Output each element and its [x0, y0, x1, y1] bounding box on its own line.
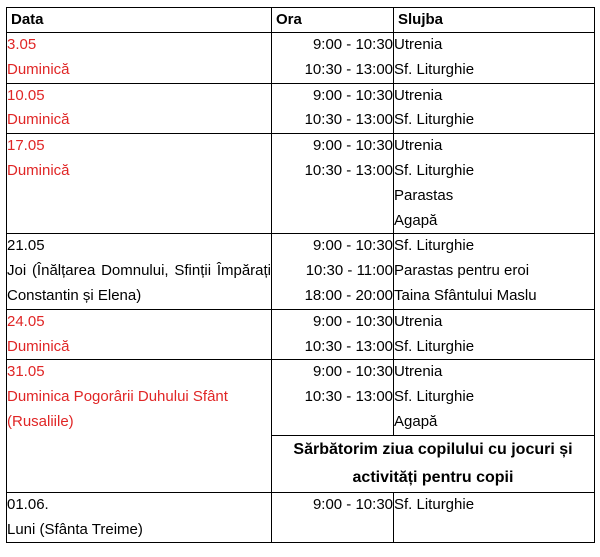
header-slujba: Slujba — [394, 8, 595, 33]
service-text: Sf. Liturghie — [394, 388, 475, 406]
date-cell — [7, 83, 272, 134]
service-text: Agapă — [394, 412, 438, 430]
header-ora: Ora — [272, 8, 394, 33]
time-text: 9:00 - 10:30 — [312, 495, 393, 513]
day-text: Duminica Pogorârii Duhului Sfânt (Rusaliile) — [7, 388, 228, 430]
table-row — [7, 134, 595, 234]
date-cell — [7, 492, 272, 543]
schedule-table — [6, 7, 595, 543]
service-text: Utrenia — [394, 86, 443, 104]
service-text: Sf. Liturghie — [394, 237, 475, 255]
service-text: Utrenia — [394, 137, 443, 155]
day-text: Joi (Înălțarea Domnului, Sfinții Împărați Constantin și Elena) — [7, 262, 271, 304]
time-cell — [272, 492, 394, 543]
header-row — [7, 8, 595, 33]
time-cell — [272, 134, 394, 234]
time-text: 9:00 - 10:30 — [312, 237, 393, 255]
service-cell — [394, 134, 595, 234]
service-text: Sf. Liturghie — [394, 60, 475, 78]
date-text: 17.05 — [7, 137, 45, 155]
table-row — [7, 234, 595, 309]
time-text: 10:30 - 13:00 — [304, 111, 393, 129]
date-text: 31.05 — [7, 363, 45, 381]
service-text: Parastas pentru eroi — [394, 262, 530, 280]
time-text: 18:00 - 20:00 — [304, 286, 393, 304]
service-text: Parastas — [394, 186, 454, 204]
service-text: Sf. Liturghie — [394, 161, 475, 179]
day-text: Duminică — [7, 111, 70, 129]
date-text: 10.05 — [7, 86, 45, 104]
date-cell — [7, 234, 272, 309]
table-row — [7, 492, 595, 543]
time-text: 10:30 - 13:00 — [304, 388, 393, 406]
table-row — [7, 83, 595, 134]
service-cell — [394, 309, 595, 360]
time-cell — [272, 234, 394, 309]
header-data: Data — [7, 8, 272, 33]
service-cell — [394, 360, 595, 435]
time-text: 9:00 - 10:30 — [312, 312, 393, 330]
time-text: 9:00 - 10:30 — [312, 36, 393, 53]
table-row — [7, 360, 595, 435]
service-cell — [394, 234, 595, 309]
date-text: 01.06. — [7, 495, 49, 513]
time-cell — [272, 83, 394, 134]
service-text: Taina Sfântului Maslu — [394, 286, 537, 304]
day-text: Duminică — [7, 161, 70, 179]
service-text: Utrenia — [394, 312, 443, 330]
day-text: Duminică — [7, 337, 70, 355]
service-text: Sf. Liturghie — [394, 337, 475, 355]
time-text: 10:30 - 13:00 — [304, 60, 393, 78]
time-text: 10:30 - 13:00 — [304, 161, 393, 179]
service-cell — [394, 83, 595, 134]
time-text: 10:30 - 13:00 — [304, 337, 393, 355]
time-text: 10:30 - 11:00 — [305, 262, 393, 280]
table-row — [7, 309, 595, 360]
service-text: Agapă — [394, 211, 438, 229]
time-text: 9:00 - 10:30 — [312, 363, 393, 381]
service-text: Sf. Liturghie — [394, 495, 475, 513]
time-cell — [272, 360, 394, 435]
time-text: 9:00 - 10:30 — [312, 86, 393, 104]
table-row — [7, 33, 595, 84]
date-cell — [7, 134, 272, 234]
service-cell — [394, 33, 595, 84]
time-cell — [272, 309, 394, 360]
service-cell — [394, 492, 595, 543]
day-text: Duminică — [7, 60, 70, 78]
service-text: Sf. Liturghie — [394, 111, 475, 129]
date-text: 24.05 — [7, 312, 45, 330]
children-day-note: Sărbătorim ziua copilului cu jocuri și activități pentru copii — [272, 435, 595, 492]
time-text: 9:00 - 10:30 — [312, 137, 393, 155]
date-cell — [7, 360, 272, 492]
time-cell — [272, 33, 394, 84]
date-cell — [7, 309, 272, 360]
date-text: 3.05 — [7, 36, 37, 53]
day-text: Luni (Sfânta Treime) — [7, 520, 143, 538]
service-text: Utrenia — [394, 363, 443, 381]
date-text: 21.05 — [7, 237, 45, 255]
service-text: Utrenia — [394, 36, 443, 53]
date-cell — [7, 33, 272, 84]
